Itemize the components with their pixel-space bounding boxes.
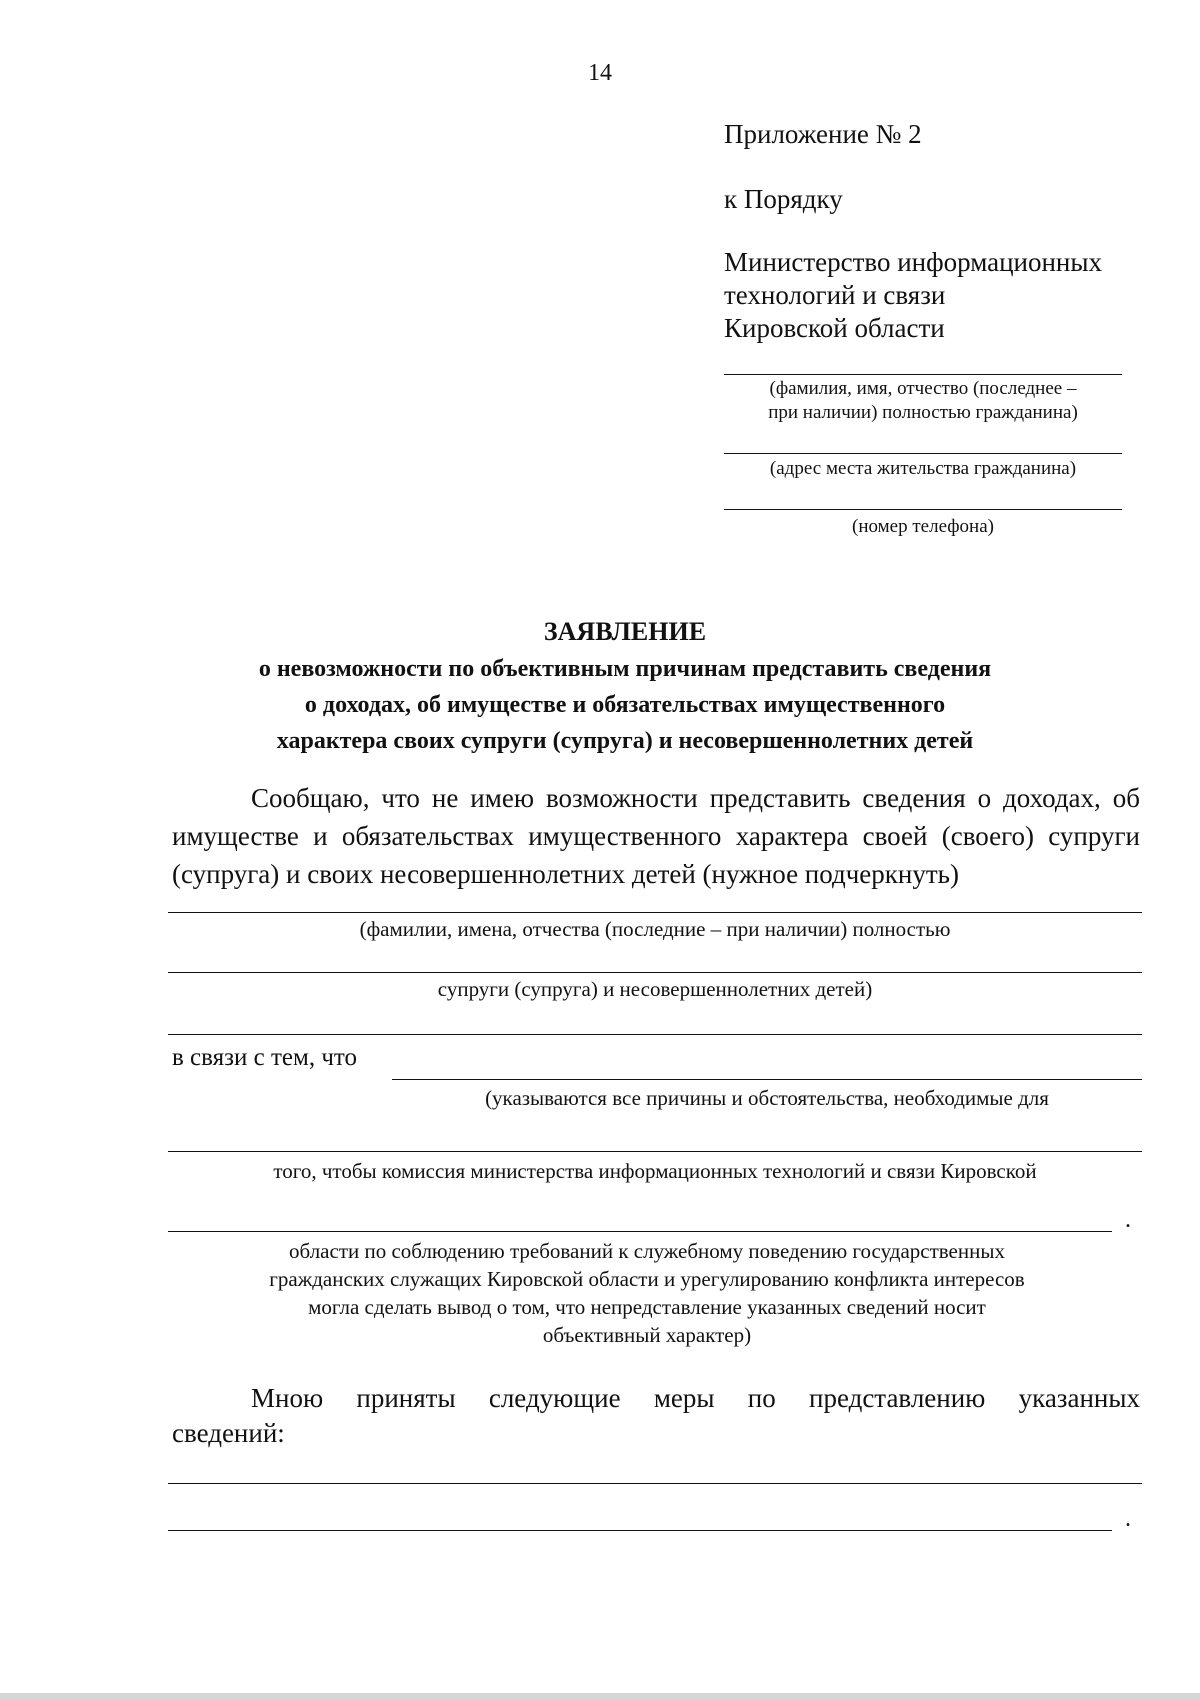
hint-fio: (фамилии, имена, отчества (последние – при наличии) полностью (359, 917, 951, 941)
spouse-blank-line[interactable] (168, 972, 1142, 973)
hint-reason-3-line: гражданских служащих Кировской области и урегулированию конфликта интересов (269, 1267, 1025, 1291)
reason-blank-line-3[interactable] (168, 1231, 1112, 1232)
title-main: ЗАЯВЛЕНИЕ (543, 617, 707, 646)
appendix-label: Приложение № 2 (724, 119, 922, 149)
hint-reason-3-line: могла сделать вывод о том, что непредставление указанных сведений носит (308, 1295, 986, 1319)
name-blank-line[interactable] (724, 374, 1122, 375)
measures-blank-line-2[interactable] (168, 1530, 1112, 1531)
title-subtitle-line: о невозможности по объективным причинам представить сведения (258, 656, 992, 682)
title-subtitle-line: характера своих супруги (супруга) и несовершеннолетних детей (276, 728, 974, 754)
measures-paragraph-line1: Мною приняты следующие меры по представлению указанных (251, 1383, 1140, 1413)
statement-paragraph: Сообщаю, что не имею возможности представить сведения о доходах, об имуществе и обязательствах имущественного характера своей (своего) супруги (супруга) и своих несовершеннолетних детей (нужное подчеркнуть) (172, 783, 1140, 889)
address-blank-line[interactable] (724, 453, 1122, 454)
hint-address: (адрес места жительства гражданина) (769, 458, 1077, 479)
reason-label: в связи с тем, что (172, 1044, 357, 1071)
addressee-line: технологий и связи (724, 280, 946, 310)
page-number: 14 (588, 60, 612, 86)
hint-reason-3-line: области по соблюдению требований к служебному поведению государственных (289, 1239, 1005, 1263)
extra-blank-line[interactable] (168, 1034, 1142, 1035)
hint-name-line: при наличии) полностью гражданина) (768, 402, 1078, 423)
reason-blank-line-2[interactable] (168, 1151, 1142, 1152)
phone-blank-line[interactable] (724, 509, 1122, 510)
hint-phone: (номер телефона) (852, 516, 994, 537)
fio-blank-line[interactable] (168, 912, 1142, 913)
document-title (160, 613, 1090, 759)
hint-name-line: (фамилия, имя, отчество (последнее – (769, 378, 1077, 399)
line-end-period: . (1125, 1506, 1131, 1532)
hint-reason-2: того, чтобы комиссия министерства информационных технологий и связи Кировской (273, 1159, 1037, 1183)
order-reference: к Порядку (724, 184, 843, 214)
scan-edge (0, 1693, 1200, 1700)
addressee-line: Кировской области (724, 313, 945, 343)
measures-blank-line-1[interactable] (168, 1483, 1142, 1484)
hint-reason-1: (указываются все причины и обстоятельства, необходимые для (485, 1086, 1049, 1110)
hint-reason-3 (160, 1237, 1134, 1349)
hint-name (724, 377, 1122, 425)
reason-blank-line[interactable] (392, 1079, 1142, 1080)
addressee-block (724, 246, 1102, 345)
measures-paragraph-line2: сведений: (172, 1418, 285, 1448)
hint-reason-3-line: объективный характер) (542, 1323, 752, 1347)
hint-spouse: супруги (супруга) и несовершеннолетних детей) (437, 977, 873, 1001)
line-end-period: . (1125, 1207, 1131, 1233)
addressee-line: Министерство информационных (724, 247, 1103, 277)
title-subtitle-line: о доходах, об имуществе и обязательствах имущественного (304, 692, 946, 718)
